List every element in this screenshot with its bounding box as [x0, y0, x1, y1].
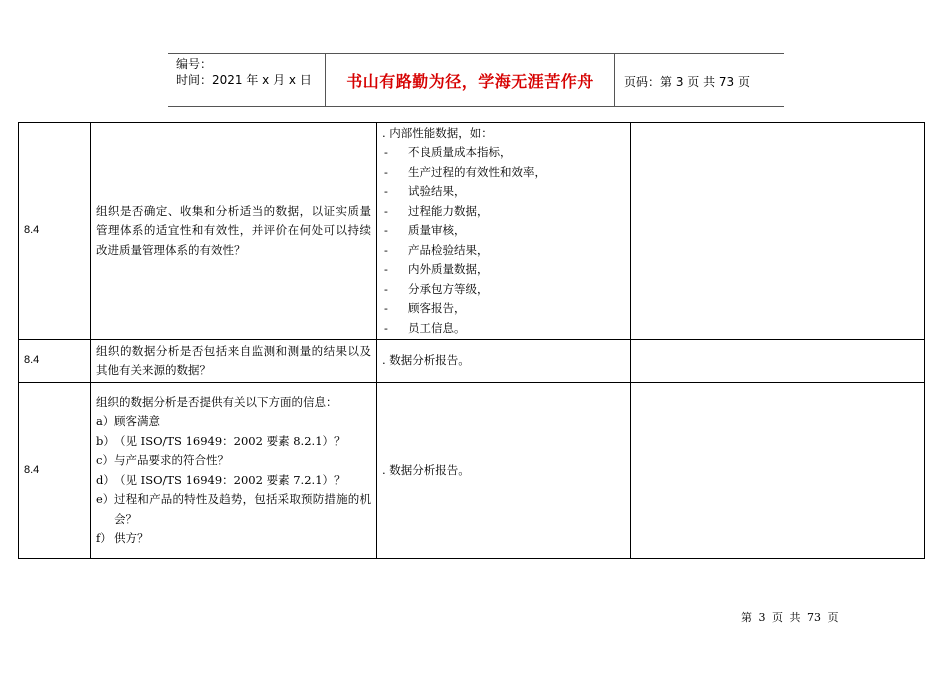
- page-footer: 第 3 页 共 73 页: [741, 611, 839, 624]
- evidence-item: [382, 202, 625, 222]
- evidence-cell: . 数据分析报告。: [377, 340, 631, 383]
- evidence-item: [382, 319, 625, 339]
- dash-marker: -: [384, 281, 388, 296]
- table-row: [19, 123, 925, 340]
- evidence-item: [382, 182, 625, 202]
- dash-marker: -: [384, 145, 388, 160]
- audit-question: [91, 383, 377, 559]
- dash-marker: -: [384, 203, 388, 218]
- table-row: [19, 383, 925, 559]
- audit-question: 组织是否确定、收集和分析适当的数据，以证实质量管理体系的适宜性和有效性，并评价在何处可以持续改进质量管理体系的有效性？: [91, 123, 377, 340]
- page-header: [168, 53, 784, 107]
- checklist-table: [18, 122, 925, 559]
- question-sub-item: [96, 490, 371, 529]
- evidence-item-text: 员工信息。: [408, 320, 466, 335]
- question-intro: 组织的数据分析是否提供有关以下方面的信息：: [96, 394, 338, 409]
- evidence-item-text: 生产过程的有效性和效率，: [408, 164, 546, 179]
- evidence-item-text: 顾客报告，: [408, 301, 466, 316]
- sub-item-text: 与产品要求的符合性？: [114, 453, 229, 467]
- evidence-title: . 内部性能数据，如：: [382, 125, 493, 140]
- evidence-item: [382, 260, 625, 280]
- evidence-item: [382, 280, 625, 300]
- evidence-item-text: 内外质量数据，: [408, 262, 489, 277]
- evidence-item-text: 质量审核，: [408, 223, 466, 238]
- question-sub-item: [96, 529, 371, 549]
- evidence-item: [382, 143, 625, 163]
- sub-item-label: b）: [96, 433, 115, 448]
- evidence-item-text: 分承包方等级，: [408, 281, 489, 296]
- evidence-item: [382, 299, 625, 319]
- header-motto: 书山有路勤为径，学海无涯苦作舟: [346, 71, 594, 91]
- evidence-item: [382, 221, 625, 241]
- sub-item-label: c）: [96, 453, 114, 467]
- sub-item-label: e）: [96, 492, 115, 506]
- evidence-cell: [377, 123, 631, 340]
- notes-cell: [631, 383, 925, 559]
- dash-marker: -: [384, 242, 388, 257]
- table-row: [19, 340, 925, 383]
- dash-marker: -: [384, 301, 388, 316]
- header-page-number: 页码：第 3 页 共 73 页: [624, 75, 750, 89]
- audit-question: 组织的数据分析是否包括来自监测和测量的结果以及其他有关来源的数据？: [91, 340, 377, 383]
- evidence-item: [382, 241, 625, 261]
- doc-number-label: 编号：: [176, 57, 213, 71]
- sub-item-text: 过程和产品的特性及趋势，包括采取预防措施的机会？: [114, 492, 371, 526]
- question-sub-item: [96, 471, 371, 491]
- header-divider: [614, 54, 615, 106]
- evidence-item-text: 试验结果，: [408, 184, 466, 199]
- dash-marker: -: [384, 223, 388, 238]
- dash-marker: -: [384, 262, 388, 277]
- evidence-list: [382, 143, 625, 338]
- question-sub-item: [96, 451, 371, 471]
- date-label: 时间：2021 年 x 月 x 日: [176, 73, 312, 87]
- sub-item-text: 供方？: [114, 531, 149, 545]
- evidence-item-text: 产品检验结果，: [408, 242, 489, 257]
- evidence-item-text: 不良质量成本指标，: [408, 145, 512, 160]
- sub-item-text: （见 ISO/TS 16949：2002 要素 7.2.1）？: [114, 472, 346, 487]
- sub-item-label: a）: [96, 414, 115, 428]
- sub-item-text: （见 ISO/TS 16949：2002 要素 8.2.1）？: [114, 433, 346, 448]
- evidence-item: [382, 163, 625, 183]
- dash-marker: -: [384, 184, 388, 199]
- evidence-item-text: 过程能力数据，: [408, 203, 489, 218]
- question-sub-list: [96, 412, 371, 549]
- question-sub-item: [96, 412, 371, 432]
- question-sub-item: [96, 432, 371, 452]
- clause-number: 8.4: [19, 383, 91, 559]
- clause-number: 8.4: [19, 123, 91, 340]
- header-info: [176, 56, 312, 88]
- notes-cell: [631, 340, 925, 383]
- dash-marker: -: [384, 320, 388, 335]
- sub-item-label: d）: [96, 472, 115, 487]
- notes-cell: [631, 123, 925, 340]
- sub-item-label: f）: [96, 531, 112, 545]
- dash-marker: -: [384, 164, 388, 179]
- evidence-cell: . 数据分析报告。: [377, 383, 631, 559]
- clause-number: 8.4: [19, 340, 91, 383]
- sub-item-text: 顾客满意: [114, 414, 160, 428]
